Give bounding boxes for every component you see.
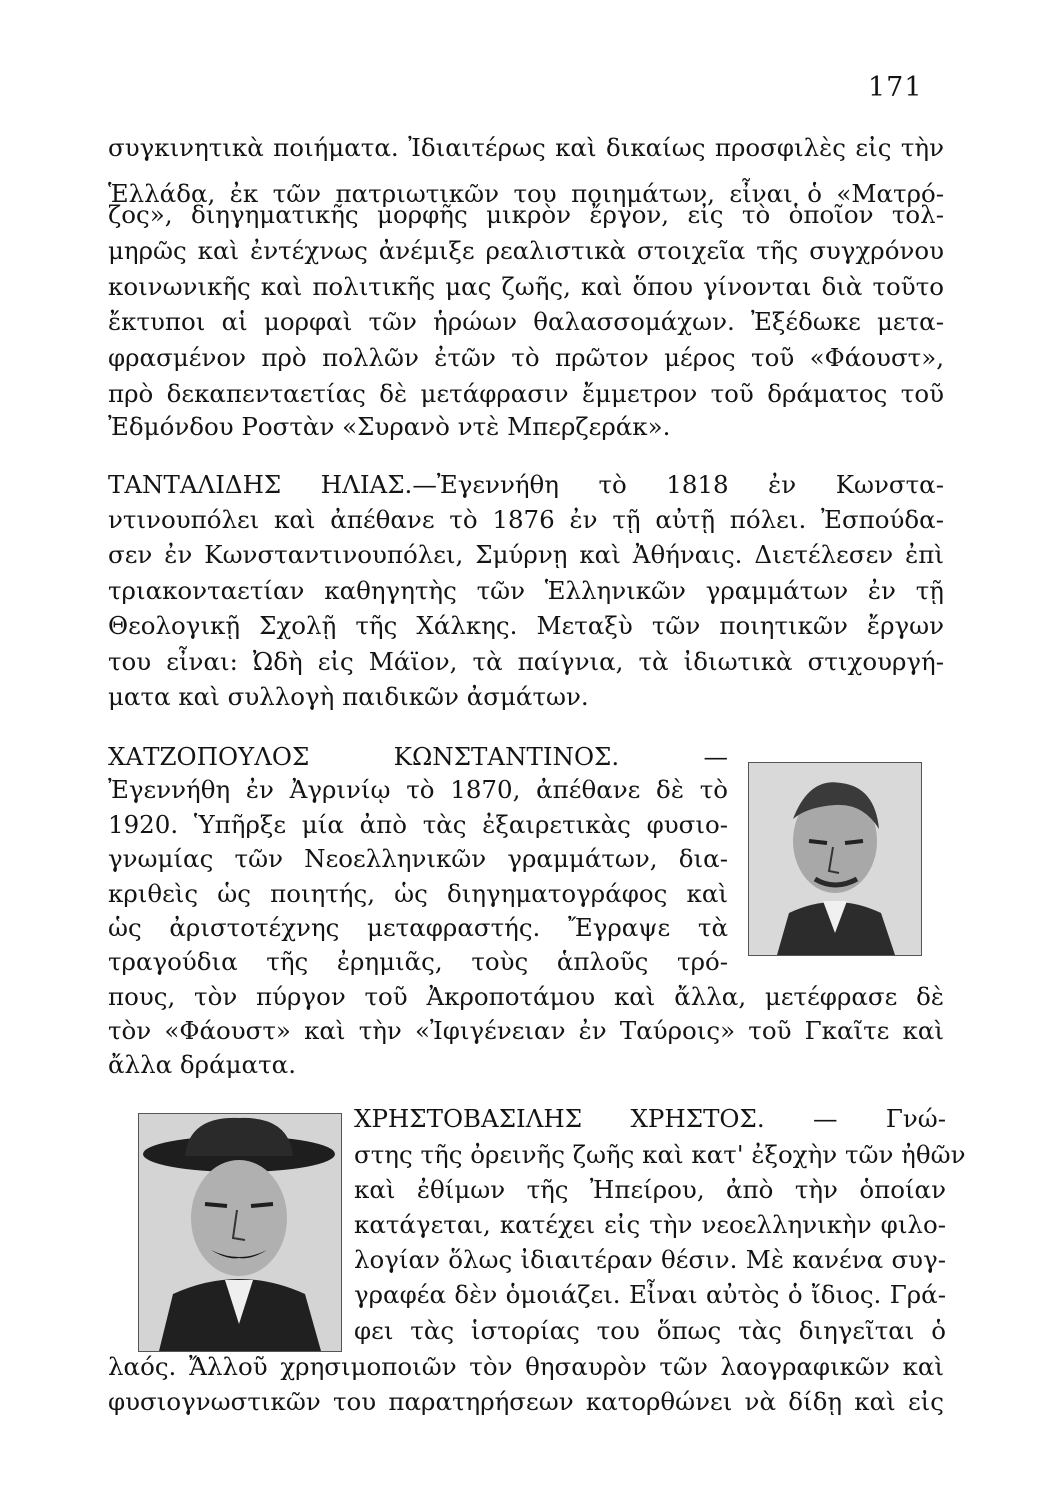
- text-line: σεν ἐν Κωνσταντινουπόλει, Σμύρνῃ καὶ Ἀθήναις. Διετέλεσεν ἐπὶ: [108, 540, 944, 569]
- text-line: κατάγεται, κατέχει εἰς τὴν νεοελληνικὴν φιλο-: [354, 1210, 946, 1239]
- text-line: του εἶναι: Ὠδὴ εἰς Μάϊον, τὰ παίγνια, τὰ ἰδιωτικὰ στιχουργή-: [108, 647, 944, 676]
- text-line: μηρῶς καὶ ἐντέχνως ἀνέμιξε ρεαλιστικὰ στοιχεῖα τῆς συγχρόνου: [108, 236, 944, 265]
- text-line: φρασμένον πρὸ πολλῶν ἐτῶν τὸ πρῶτον μέρος τοῦ «Φάουστ»,: [108, 343, 944, 372]
- text-line: συγκινητικὰ ποιήματα. Ἰδιαιτέρως καὶ δικαίως προσφιλὲς εἰς τὴν: [108, 133, 944, 162]
- text-line: 1920. Ὑπῆρξε μία ἀπὸ τὰς ἐξαιρετικὰς φυσιο-: [108, 810, 728, 839]
- text-line: Ἐδμόνδου Ροστὰν «Συρανὸ ντὲ Μπερζεράκ».: [108, 412, 671, 441]
- entry-heading-line: ΤΑΝΤΑΛΙΔΗΣ ΗΛΙΑΣ.—Ἐγεννήθη τὸ 1818 ἐν Κωνστα-: [108, 470, 944, 499]
- portrait-photo: [138, 1113, 342, 1352]
- entry-heading-line: ΧΑΤΖΟΠΟΥΛΟΣ ΚΩΝΣΤΑΝΤΙΝΟΣ. —: [108, 742, 728, 771]
- text-line: ἄλλα δράματα.: [108, 1050, 296, 1079]
- text-line: φυσιογνωστικῶν του παρατηρήσεων κατορθώνει νὰ δίδῃ καὶ εἰς: [108, 1387, 944, 1416]
- page-number: 171: [868, 72, 923, 103]
- text-line: Θεολογικῇ Σχολῇ τῆς Χάλκης. Μεταξὺ τῶν ποιητικῶν ἔργων: [108, 611, 944, 640]
- text-line: τριακονταετίαν καθηγητὴς τῶν Ἑλληνικῶν γραμμάτων ἐν τῇ: [108, 576, 944, 605]
- text-line: τὸν «Φάουστ» καὶ τὴν «Ἰφιγένειαν ἐν Ταύροις» τοῦ Γκαῖτε καὶ: [108, 1016, 944, 1045]
- portrait-image: [749, 763, 921, 955]
- text-line: ὡς ἀριστοτέχνης μεταφραστής. Ἔγραψε τὰ: [108, 913, 728, 942]
- text-line: λαός. Ἄλλοῦ χρησιμοποιῶν τὸν θησαυρὸν τῶν λαογραφικῶν καὶ: [108, 1352, 944, 1381]
- text-line: Ἐγεννήθη ἐν Ἀγρινίῳ τὸ 1870, ἀπέθανε δὲ τὸ: [108, 775, 728, 804]
- text-line: ματα καὶ συλλογὴ παιδικῶν ἀσμάτων.: [108, 682, 589, 711]
- text-line: πρὸ δεκαπενταετίας δὲ μετάφρασιν ἔμμετρον τοῦ δράματος τοῦ: [108, 379, 944, 408]
- text-line: κοινωνικῆς καὶ πολιτικῆς μας ζωῆς, καὶ ὅπου γίνονται διὰ τοῦτο: [108, 272, 944, 301]
- text-line: Ἑλλάδα, ἐκ τῶν πατριωτικῶν του ποιημάτων, εἶναι ὁ «Ματρό-: [108, 179, 944, 208]
- text-line: φει τὰς ἱστορίας του ὅπως τὰς διηγεῖται ὁ: [354, 1316, 946, 1345]
- entry-heading-line: ΧΡΗΣΤΟΒΑΣΙΛΗΣ ΧΡΗΣΤΟΣ. — Γνώ-: [354, 1104, 946, 1133]
- text-line: ντινουπόλει καὶ ἀπέθανε τὸ 1876 ἐν τῇ αὐτῇ πόλει. Ἐσπούδα-: [108, 505, 944, 534]
- text-line: λογίαν ὅλως ἰδιαιτέραν θέσιν. Μὲ κανένα συγ-: [354, 1245, 946, 1274]
- text-line: καὶ ἐθίμων τῆς Ἠπείρου, ἀπὸ τὴν ὁποίαν: [354, 1175, 946, 1204]
- portrait-image: [139, 1114, 341, 1351]
- text-line: πους, τὸν πύργον τοῦ Ἀκροποτάμου καὶ ἄλλα, μετέφρασε δὲ: [108, 982, 944, 1011]
- text-line: στης τῆς ὀρεινῆς ζωῆς καὶ κατ' ἐξοχὴν τῶν ἠθῶν: [354, 1140, 966, 1169]
- text-line: ἔκτυποι αἱ μορφαὶ τῶν ἡρώων θαλασσομάχων. Ἐξέδωκε μετα-: [108, 307, 944, 336]
- text-line: τραγούδια τῆς ἐρημιᾶς, τοὺς ἁπλοῦς τρό-: [108, 947, 728, 976]
- portrait-photo: [748, 762, 922, 956]
- text-line: κριθεὶς ὡς ποιητής, ὡς διηγηματογράφος καὶ: [108, 879, 728, 908]
- text-line: γραφέα δὲν ὁμοιάζει. Εἶναι αὐτὸς ὁ ἴδιος. Γρά-: [354, 1280, 946, 1309]
- text-line: γνωμίας τῶν Νεοελληνικῶν γραμμάτων, δια-: [108, 844, 728, 873]
- text-line: ζος», διηγηματικῆς μορφῆς μικρὸν ἔργον, εἰς τὸ ὁποῖον τολ-: [108, 200, 944, 229]
